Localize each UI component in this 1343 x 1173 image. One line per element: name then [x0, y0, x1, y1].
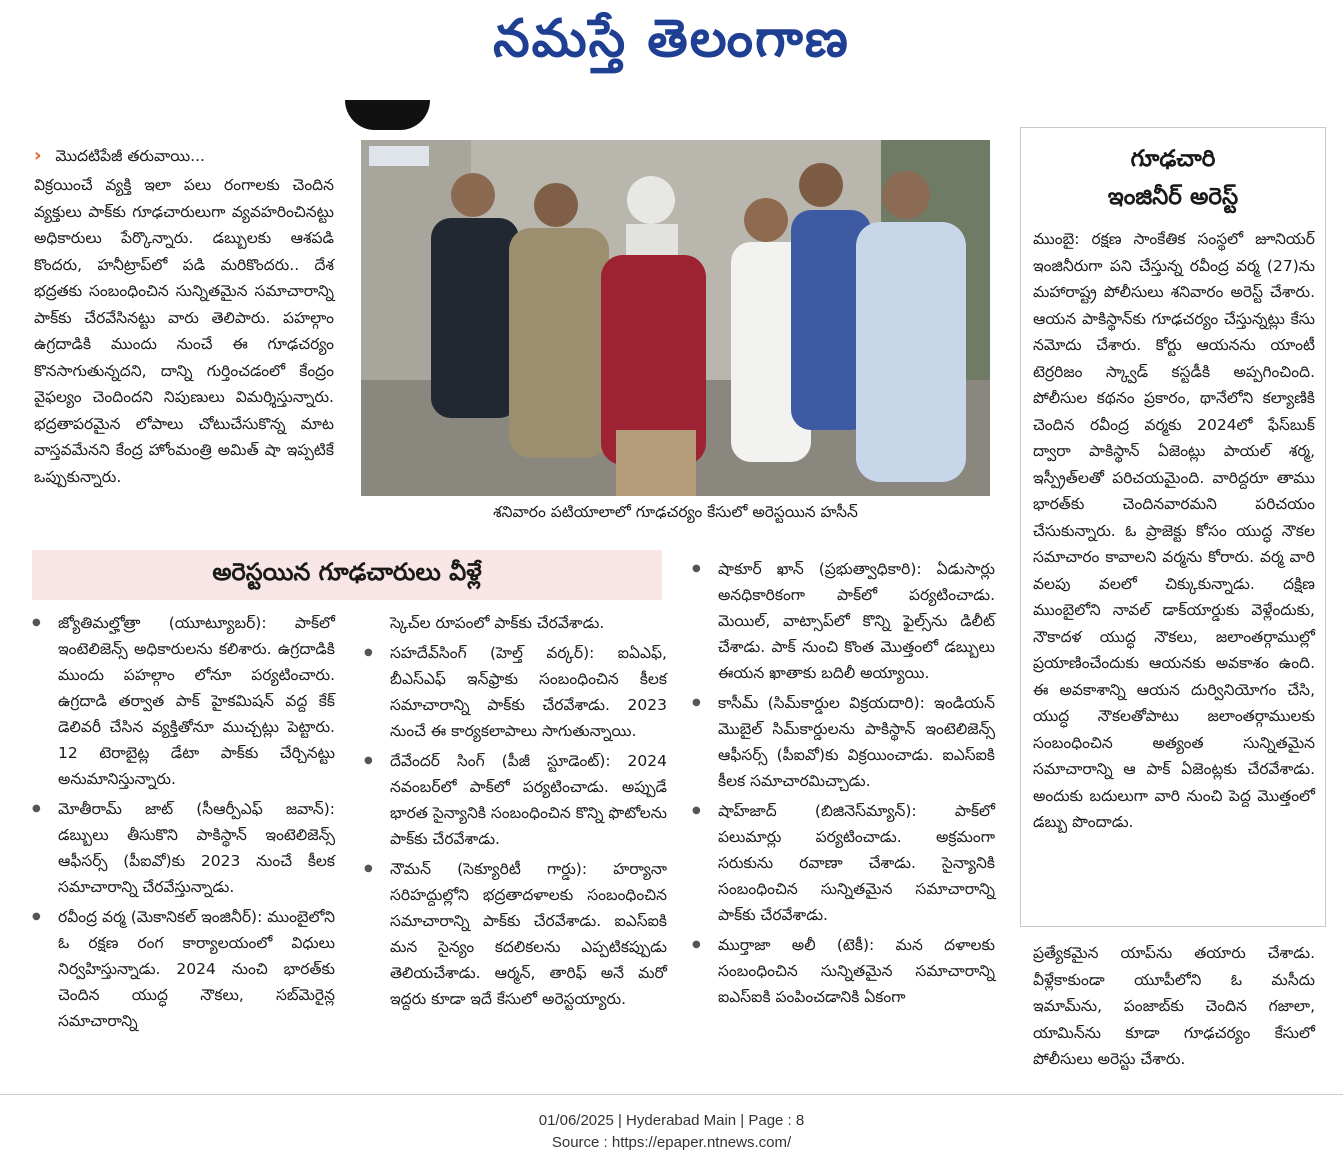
list-item: ● కాసీమ్ (సిమ్‌కార్డుల విక్రయదారి): ఇండియన్ మొబైల్ సిమ్‌కార్డులను పాకిస్థాన్ ఇంటెలిజెన్స్ ఆఫీసర్స్ (పీఐవో)కు విక్రయించాడు. ఐఎస్ఐకి కీలక సమాచారమిచ్చాడు. — [690, 690, 995, 794]
list-item: ● షాహ్‌జాద్ (బిజినెస్‌మ్యాన్): పాక్‌లో పలుమార్లు పర్యటించాడు. అక్రమంగా సరుకును రవాణా చేశాడు. సైన్యానికి సంబంధించిన సున్నితమైన సమాచారాన్ని పాక్‌కు చేరవేశాడు. — [690, 798, 995, 928]
news-photo — [361, 140, 990, 496]
masthead-logo[interactable]: నమస్తే తెలంగాణ — [493, 8, 850, 69]
list-heading: అరెస్టయిన గూఢచారులు వీళ్లే — [212, 558, 482, 586]
sidebar-body-after: ప్రత్యేకమైన యాప్‌ను తయారు చేశాడు. వీళ్లేకాకుండా యూపీలోని ఓ మసీదు ఇమామ్‌ను, పంజాబ్‌కు చెందిన గజాలా, యామిన్‌ను కూడా గూఢచర్యం కేసులో పోలీసులు అరెస్టు చేశారు. — [1033, 944, 1315, 1068]
footer — [0, 1110, 1343, 1154]
list-item: ● జ్యోతిమల్హోత్రా (యూట్యూబర్): పాక్‌లో ఇంటెలిజెన్స్ అధికారులను కలిశారు. ఉగ్రదాడికి ముందు పహల్గాం లోనూ పర్యటించారు. ఉగ్రదాడి తర్వాత పాక్ హైకమిషన్ వద్ద కేక్ డెలివరీ చేసిన వ్యక్తితోనూ ముచ్చట్లు పెట్టారు. 12 టెరాబైట్ల డేటా పాక్‌కు చేర్చినట్టు అనుమానిస్తున్నారు. — [30, 610, 335, 792]
list-column-2 — [362, 610, 667, 1016]
footer-divider — [0, 1094, 1343, 1095]
left-article-body: విక్రయించే వ్యక్తి ఇలా పలు రంగాలకు చెందిన వ్యక్తులు పాక్‌కు గూఢచారులుగా వ్యవహరించినట్టు అధికారులు పేర్కొన్నారు. డబ్బులకు ఆశపడి కొందరు, హనీట్రాప్‌లో పడి మరికొందరు.. దేశ భద్రతకు సంబంధించిన సున్నితమైన సమాచారాన్ని పాక్‌కు చేరవేసినట్టు వారు తెలిపారు. పహల్గాం ఉగ్రదాడికి ముందు నుంచే ఈ గూఢచర్యం కొనసాగుతున్నదని, దాన్ని గుర్తించడంలో కేంద్రం వైఫల్యం చెందిందని నిపుణులు విమర్శిస్తున్నారు. భద్రతాపరమైన లోపాలు చోటుచేసుకొన్న మాట వాస్తవమేనని కేంద్ర హోంమంత్రి అమిత్ షా ఇప్పటికే ఒప్పుకున్నారు. — [34, 176, 334, 486]
photo-illustration — [361, 140, 990, 496]
list-item: ● సహదేవ్‌సింగ్ (హెల్త్ వర్కర్): ఐఏఎఫ్, బీఎస్ఎఫ్ ఇన్‌ఫ్రాకు సంబంధించిన కీలక సమాచారాన్ని పాక్‌కు చేరవేశాడు. 2023 నుంచే ఈ కార్యకలాపాలు సాగుతున్నాయి. — [362, 640, 667, 744]
list-item: ● ముర్తాజా అలీ (టెకీ): మన దళాలకు సంబంధించిన సున్నితమైన సమాచారాన్ని ఐఎస్ఐకి పంపించడానికి ఏకంగా — [690, 932, 995, 1010]
continuation-text: మొదటిపేజీ తరువాయి... — [55, 147, 205, 165]
sidebar-title-line2: ఇంజినీర్ అరెస్ట్ — [1107, 184, 1239, 210]
list-item: ● మోతీరామ్ జాట్ (సీఆర్పీఎఫ్ జవాన్): డబ్బులు తీసుకొని పాకిస్థాన్ ఇంటెలిజెన్స్ ఆఫీసర్స్ (పీఐవో)కు 2023 నుంచే కీలక సమాచారాన్ని చేరవేస్తున్నాడు. — [30, 796, 335, 900]
list-column-3 — [690, 556, 995, 1014]
sidebar-title — [1020, 140, 1326, 216]
list-item: ● దేవేందర్ సింగ్ (పీజీ స్టూడెంట్): 2024 నవంబర్‌లో పాక్‌లో పర్యటించాడు. అప్పుడే భారత సైన్యానికి సంబంధించిన కొన్ని ఫొటోలను పాక్‌కు చేరవేశాడు. — [362, 748, 667, 852]
list-column-1 — [30, 610, 335, 1038]
top-photo-fragment — [345, 100, 430, 130]
sidebar-body: ముంబై: రక్షణ సాంకేతిక సంస్థలో జూనియర్ ఇంజినీరుగా పని చేస్తున్న రవీంద్ర వర్మ (27)ను మహారాష్ట్ర పోలీసులు శనివారం అరెస్ట్ చేశారు. ఆయన పాకిస్థాన్‌కు గూఢచర్యం చేస్తున్నట్లు కేసు నమోదు చేశారు. కోర్టు ఆయనను యాంటీ టెర్రరిజం స్క్వాడ్ కస్టడీకి అప్పగించింది. పోలీసుల కథనం ప్రకారం, థానేలోని కల్యాణికి చెందిన రవీంద్ర వర్మకు 2024లో ఫేస్‌బుక్ ద్వారా పాకిస్థాన్ ఏజెంట్లు పాయల్ శర్మ, ఇస్ప్రీత్‌లతో పరిచయమైంది. వారిద్దరూ తాము భారత్‌కు చెందినవారమని పరిచయం చేసుకున్నారు. ఓ ప్రాజెక్టు కోసం యుద్ధ నౌకల సమాచారం కావాలని వర్మను కోరారు. వర్మ వారి వలపు వలలో చిక్కుకున్నాడు. దక్షిణ ముంబైలోని నావల్ డాక్‌యార్డుకు వెళ్లేందుకు, నౌకాదళ యుద్ధ నౌకలు, జలాంతర్గాముల్లో ప్రయాణించేందుకు ఆయనకు అవకాశం ఉంది. ఈ అవకాశాన్ని ఆయన దుర్వినియోగం చేసి, యుద్ధ నౌకలతోపాటు జలాంతర్గాములకు సంబంధించిన అత్యంత సున్నితమైన సమాచారాన్ని ఆ పాక్ ఏజెంట్లకు చేరవేశాడు. అందుకు బదులుగా వారి నుంచి పెద్ద మొత్తంలో డబ్బు పొందాడు. — [1033, 230, 1315, 831]
sidebar-title-line1: గూఢచారి — [1130, 146, 1216, 172]
list-continuation: స్కెచ్‌ల రూపంలో పాక్‌కు చేరవేశాడు. — [390, 614, 605, 632]
footer-edition-info: 01/06/2025 | Hyderabad Main | Page : 8 — [538, 1112, 805, 1129]
footer-source-link[interactable]: Source : https://epaper.ntnews.com/ — [551, 1134, 792, 1151]
continuation-label — [34, 143, 334, 169]
chevron-right-icon: › — [34, 145, 42, 166]
list-item: ● షాకూర్ ఖాన్ (ప్రభుత్వాధికారి): ఏడుసార్లు అనధికారికంగా పాక్‌లో పర్యటించాడు. మెయిల్, వాట్సాప్‌లో కొన్ని ఫైల్స్‌ను డిలీట్ చేశాడు. పాక్ నుంచి కొంత మొత్తంలో డబ్బులు ఈయన ఖాతాకు బదిలీ అయ్యాయి. — [690, 556, 995, 686]
list-item: ● నౌమన్ (సెక్యూరిటీ గార్డు): హర్యానా సరిహద్దుల్లోని భద్రతాదళాలకు సంబంధించిన సమాచారాన్ని పాక్‌కు చేరవేశాడు. ఐఎస్ఐకి మన సైన్యం కదలికలను ఎప్పటికప్పుడు తెలియచేశాడు. ఆర్మన్, తారిఫ్ అనే మరో ఇద్దరు కూడా ఇదే కేసులో అరెస్టయ్యారు. — [362, 856, 667, 1012]
list-item: ● రవీంద్ర వర్మ (మెకానికల్ ఇంజినీర్): ముంబైలోని ఓ రక్షణ రంగ కార్యాలయంలో విధులు నిర్వహిస్తున్నాడు. 2024 నుంచి భారత్‌కు చెందిన యుద్ధ నౌకలు, సబ్‌మెరైన్ల సమాచారాన్ని — [30, 904, 335, 1034]
photo-caption: శనివారం పటియాలాలో గూఢచర్యం కేసులో అరెస్టయిన హసీన్ — [493, 503, 858, 521]
